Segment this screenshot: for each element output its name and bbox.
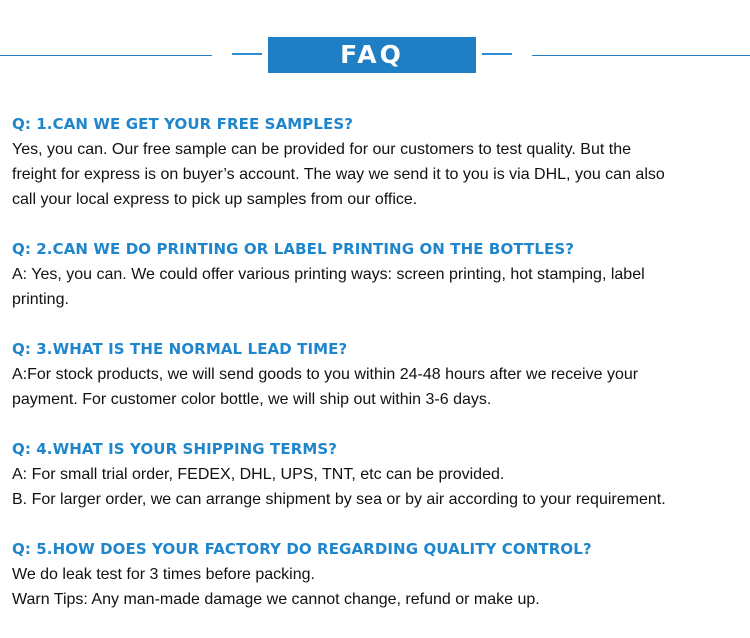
faq-answer-line: freight for express is on buyer’s account. The way we send it to you is via DHL, you can also xyxy=(12,166,665,183)
faq-item xyxy=(12,437,742,512)
faq-answer-line: A: Yes, you can. We could offer various printing ways: screen printing, hot stamping, label xyxy=(12,266,645,283)
faq-item xyxy=(12,337,742,412)
faq-header xyxy=(0,37,750,73)
faq-answer-line: Warn Tips: Any man-made damage we cannot change, refund or make up. xyxy=(12,591,540,608)
faq-answer-line: We do leak test for 3 times before packing. xyxy=(12,566,315,583)
faq-item xyxy=(12,112,742,212)
faq-question: Q: 2.CAN WE DO PRINTING OR LABEL PRINTING ON THE BOTTLES? xyxy=(12,240,575,258)
faq-answer-line: printing. xyxy=(12,291,69,308)
header-rule-right xyxy=(532,55,750,56)
faq-answer-line: payment. For customer color bottle, we will ship out within 3-6 days. xyxy=(12,391,492,408)
faq-item xyxy=(12,237,742,312)
faq-answer-line: A: For small trial order, FEDEX, DHL, UPS, TNT, etc can be provided. xyxy=(12,466,505,483)
faq-answer-line: Yes, you can. Our free sample can be provided for our customers to test quality. But the xyxy=(12,141,631,158)
faq-answer-line: A:For stock products, we will send goods to you within 24-48 hours after we receive your xyxy=(12,366,639,383)
faq-question: Q: 5.HOW DOES YOUR FACTORY DO REGARDING QUALITY CONTROL? xyxy=(12,540,592,558)
header-rule-right-accent xyxy=(482,53,512,55)
header-rule-left xyxy=(0,55,212,56)
header-rule-left-accent xyxy=(232,53,262,55)
faq-title: FAQ xyxy=(268,37,476,73)
faq-question: Q: 3.WHAT IS THE NORMAL LEAD TIME? xyxy=(12,340,348,358)
faq-question: Q: 4.WHAT IS YOUR SHIPPING TERMS? xyxy=(12,440,338,458)
faq-item xyxy=(12,537,742,612)
faq-answer-line: call your local express to pick up samples from our office. xyxy=(12,191,418,208)
faq-answer-line: B. For larger order, we can arrange shipment by sea or by air according to your requirement. xyxy=(12,491,666,508)
faq-list xyxy=(12,112,742,637)
faq-question: Q: 1.CAN WE GET YOUR FREE SAMPLES? xyxy=(12,115,354,133)
